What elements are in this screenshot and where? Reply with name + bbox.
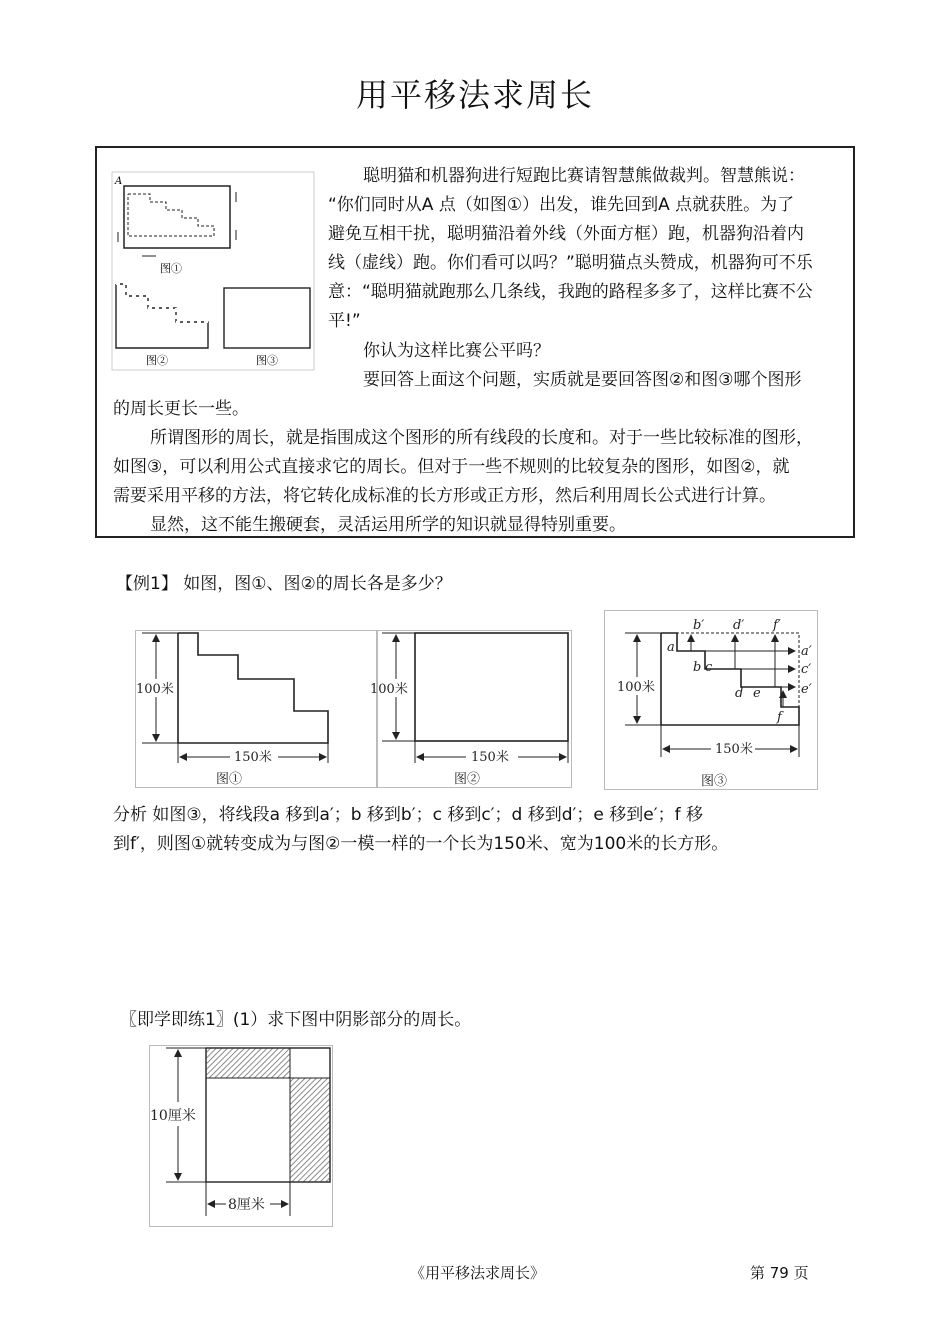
analysis-line: 分析 如图③，将线段a 移到a′；b 移到b′；c 移到c′；d 移到d′；e 移到e′；f 移 (113, 805, 703, 825)
intro-line: 要回答上面这个问题，实质就是要回答图②和图③哪个图形 (363, 370, 802, 390)
width-label: 150米 (715, 742, 753, 757)
intro-line: 需要采用平移的方法，将它转化成标准的长方形或正方形，然后利用周长公式进行计算。 (113, 486, 776, 506)
intro-line: 显然，这不能生搬硬套，灵活运用所学的知识就显得特别重要。 (150, 515, 626, 535)
letter-d-prime: d′ (733, 618, 745, 633)
example-fig2 (370, 630, 572, 788)
footer-page-number: 第 79 页 (750, 1264, 809, 1282)
letter-a-prime: a′ (801, 644, 812, 659)
intro-line: 的周长更长一些。 (113, 399, 249, 419)
fig2-caption: 图② (146, 354, 168, 367)
height-label: 10厘米 (150, 1108, 196, 1124)
width-label: 150米 (471, 750, 509, 765)
intro-line: 平!” (328, 311, 361, 331)
footer-book-title: 《用平移法求周长》 (410, 1264, 546, 1282)
staircase-shape (178, 633, 328, 743)
letter-b: b (693, 660, 702, 675)
example-fig1 (135, 630, 377, 788)
intro-line: 线（虚线）跑。你们看可以吗？”聪明猫点头赞成，机器狗可不乐 (328, 253, 813, 273)
fig3-caption: 图③ (256, 354, 278, 367)
point-a-label: A (115, 176, 123, 187)
shaded-right-area (290, 1078, 330, 1182)
intro-line: 意：“聪明猫就跑那么几条线，我跑的路程多多了，这样比赛不公 (328, 282, 813, 302)
fig3-caption: 图③ (701, 774, 728, 789)
letter-e-prime: e′ (801, 682, 812, 697)
intro-illustration (112, 172, 314, 370)
analysis-line: 到f′，则图①就转变成为与图②一模一样的一个长为150米、宽为100米的长方形。 (113, 834, 729, 854)
page-title: 用平移法求周长 (355, 76, 594, 114)
intro-line: 所谓图形的周长，就是指围成这个图形的所有线段的长度和。对于一些比较标准的图形， (150, 428, 813, 448)
intro-line: 避免互相干扰，聪明猫沿着外线（外面方框）跑，机器狗沿着内 (328, 224, 804, 244)
letter-f: f (777, 710, 782, 725)
letter-c: c (705, 660, 713, 675)
letter-c-prime: c′ (801, 662, 812, 677)
fig1-caption: 图① (160, 262, 182, 275)
letter-b-prime: b′ (693, 618, 705, 633)
example1-heading: 【例1】 如图，图①、图②的周长各是多少？ (116, 574, 452, 594)
fig2-caption: 图② (454, 772, 481, 787)
fig1-caption: 图① (216, 772, 243, 787)
example-fig3 (604, 610, 818, 790)
letter-d: d (735, 686, 744, 701)
width-label: 150米 (234, 750, 272, 765)
width-label: 8厘米 (228, 1197, 265, 1213)
intro-line: 你认为这样比赛公平吗？ (363, 341, 550, 361)
height-label: 100米 (617, 680, 655, 695)
practice-figure (149, 1045, 333, 1227)
height-label: 100米 (370, 682, 408, 697)
intro-line: 如图③，可以利用公式直接求它的周长。但对于一些不规则的比较复杂的图形，如图②，就 (113, 457, 790, 477)
practice-heading: 〖即学即练1〗(1）求下图中阴影部分的周长。 (120, 1010, 472, 1030)
shaded-top-area (206, 1048, 290, 1078)
letter-f-prime: f′ (773, 618, 781, 633)
rectangle-shape (415, 633, 568, 741)
intro-line: 聪明猫和机器狗进行短跑比赛请智慧熊做裁判。智慧熊说： (363, 166, 805, 186)
intro-line: “你们同时从A 点（如图①）出发，谁先回到A 点就获胜。为了 (328, 195, 795, 215)
letter-a: a (667, 640, 675, 655)
letter-e: e (753, 686, 761, 701)
height-label: 100米 (136, 682, 174, 697)
